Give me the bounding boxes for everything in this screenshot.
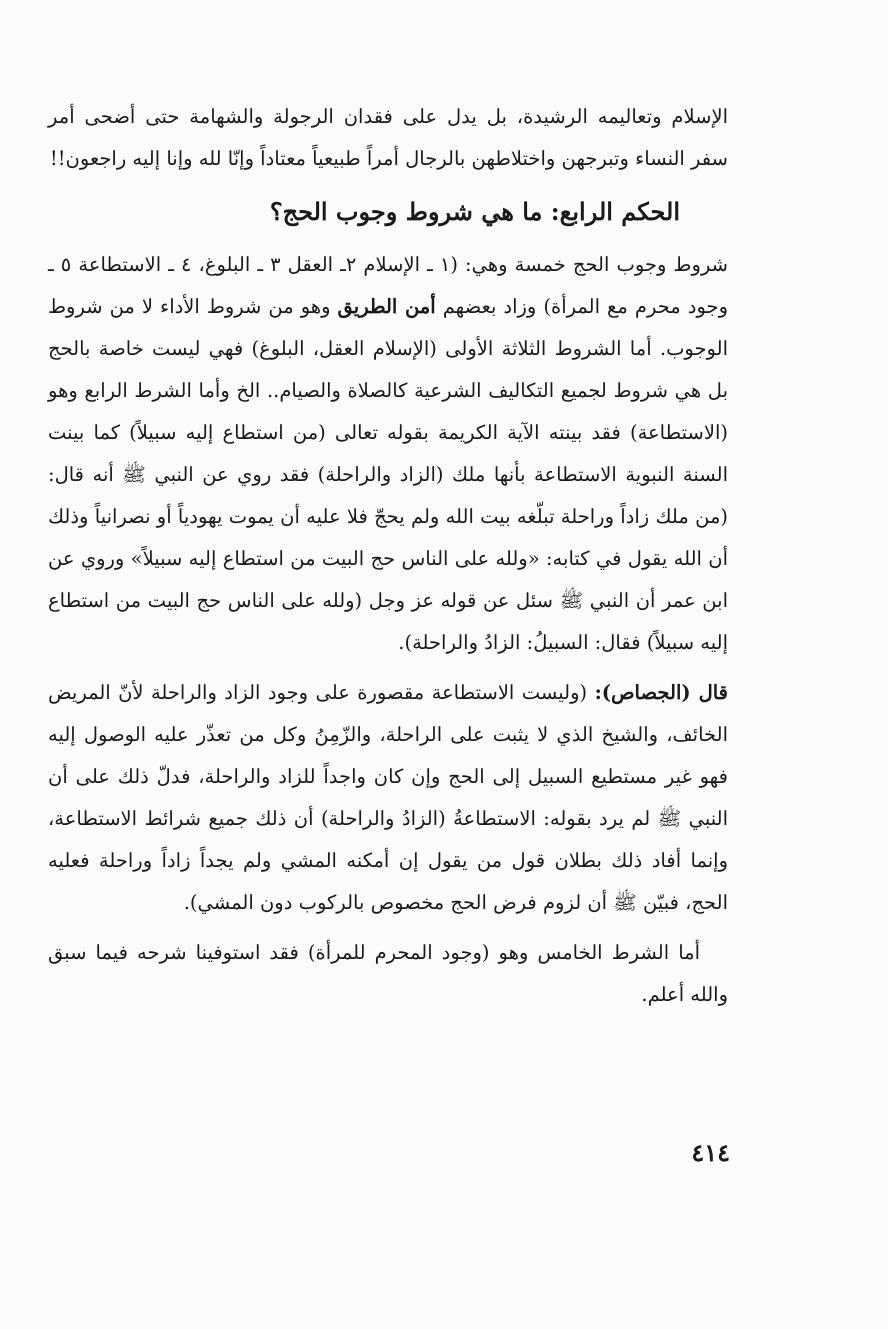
page-number: ٤١٤ xyxy=(691,1138,730,1167)
paragraph-conditions-part-a: شروط وجوب الحج خمسة وهي: (١ ـ الإسلام ٢ـ العقل ٣ ـ البلوغ، ٤ ـ الاستطاعة ٥ ـ وجود محرم مع المرأة) وزاد بعضهم xyxy=(48,253,728,318)
section-heading: الحكم الرابع: ما هي شروط وجوب الحج؟ xyxy=(269,197,680,226)
paragraph-conditions xyxy=(48,244,728,664)
paragraph-intro: الإسلام وتعاليمه الرشيدة، بل يدل على فقدان الرجولة والشهامة حتى أضحى أمر سفر النساء وتبرجهن واختلاطهن بالرجال أمراً طبيعياً معتاداً وإنّا لله وإنا إليه راجعون!! xyxy=(48,105,728,170)
paragraph-gap xyxy=(48,924,728,932)
paragraph-gap xyxy=(48,664,728,672)
page-body xyxy=(48,96,728,1016)
paragraph-jassas-text: (وليست الاستطاعة مقصورة على وجود الزاد والراحلة لأنّ المريض الخائف، والشيخ الذي لا يثبت على الراحلة، والزّمِنُ وكل من تعذّر عليه الوصول إليه فهو غير مستطيع السبيل إلى الحج وإن كان واجداً للزاد والراحلة، فدلّ ذلك على أن النبي ﷺ لم يرد بقوله: الاستطاعةُ (الزادُ والراحلة) أن ذلك جميع شرائط الاستطاعة، وإنما أفاد ذلك بطلان قول من يقول إن أمكنه المشي ولم يجداً زاداً وراحلة فعليه الحج، فبيّن ﷺ أن لزوم فرض الحج مخصوص بالركوب دون المشي). xyxy=(48,681,728,914)
paragraph-jassas-lead: قال (الجصاص): xyxy=(594,681,729,704)
paragraph-jassas xyxy=(48,672,728,924)
paragraph-conditions-part-b: وهو من شروط الأداء لا من شروط الوجوب. أما الشروط الثلاثة الأولى (الإسلام العقل، البلوغ) فهي ليست خاصة بالحج بل هي شروط لجميع التكاليف الشرعية كالصلاة والصيام.. الخ وأما الشرط الرابع وهو (الاستطاعة) فقد بينته الآية الكريمة بقوله تعالى (من استطاع إليه سبيلاً) كما بينت السنة النبوية الاستطاعة بأنها ملك (الزاد والراحلة) فقد روي عن النبي ﷺ أنه قال: (من ملك زاداً وراحلة تبلّغه بيت الله ولم يحجّ فلا عليه أن يموت يهودياً أو نصرانياً وذلك أن الله يقول في كتابه: «ولله على الناس حج البيت من استطاع إليه سبيلاً» وروي عن ابن عمر أن النبي ﷺ سئل عن قوله عز وجل (ولله على الناس حج البيت من استطاع إليه سبيلاً) فقال: السبيلُ: الزادُ والراحلة). xyxy=(48,295,728,654)
paragraph-conditions-bold-term: أمن الطريق xyxy=(337,295,436,318)
paragraph-fifth-condition: أما الشرط الخامس وهو (وجود المحرم للمرأة) فقد استوفينا شرحه فيما سبق والله أعلم. xyxy=(48,941,728,1006)
